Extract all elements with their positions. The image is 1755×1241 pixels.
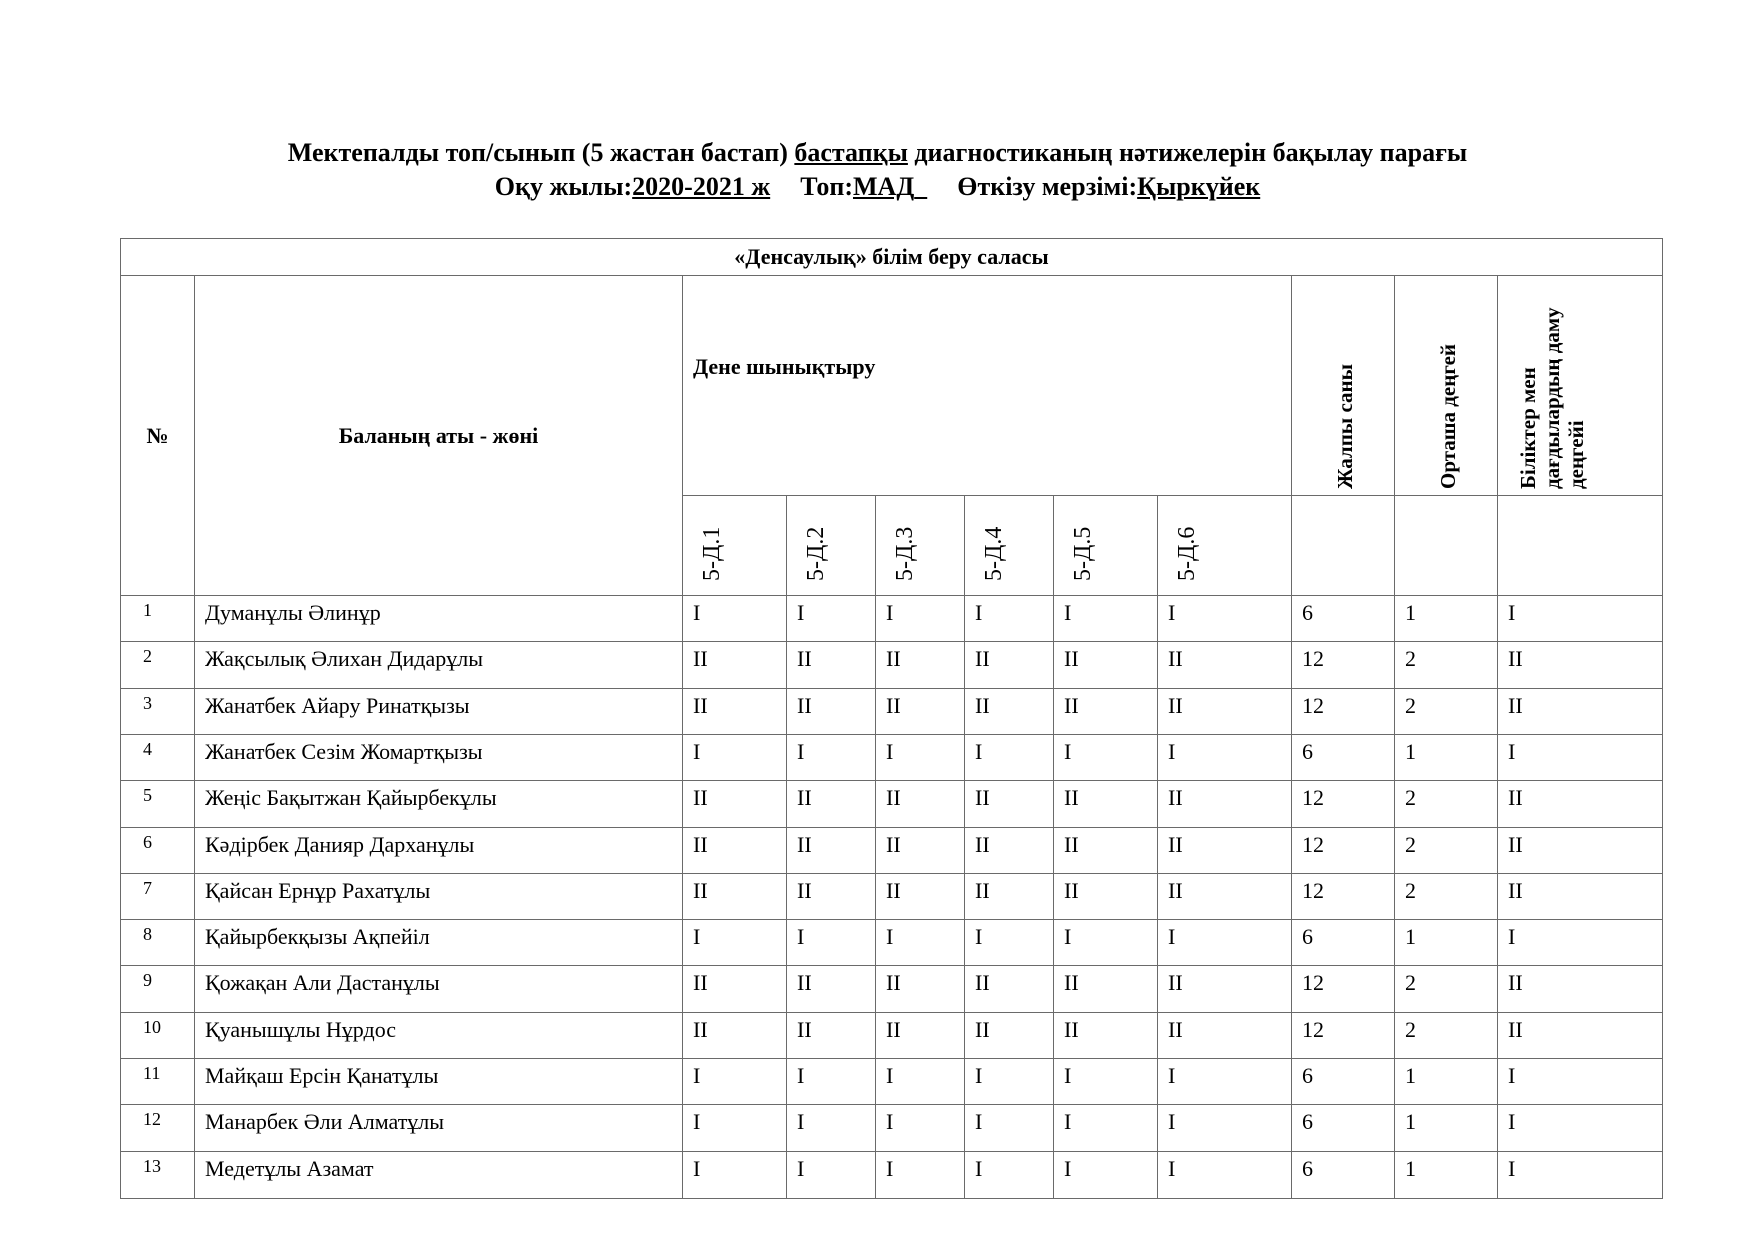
- mark-cell: I: [787, 920, 876, 966]
- total-cell: 6: [1292, 596, 1395, 642]
- mark-cell: II: [683, 689, 787, 735]
- average-cell: 2: [1395, 828, 1498, 874]
- header-child-name: Баланың аты - жөні: [195, 276, 683, 596]
- mark-cell: II: [965, 874, 1054, 920]
- mark-cell: I: [965, 1059, 1054, 1105]
- mark-cell: I: [876, 735, 965, 781]
- mark-cell: I: [683, 1105, 787, 1151]
- mark-cell: II: [683, 781, 787, 827]
- average-cell: 2: [1395, 689, 1498, 735]
- mark-cell: II: [1054, 1013, 1158, 1059]
- area-title: «Денсаулық» білім беру саласы: [121, 239, 1662, 276]
- child-name: Қожақан Али Дастанұлы: [195, 966, 683, 1012]
- mark-cell: II: [1054, 689, 1158, 735]
- mark-cell: I: [965, 596, 1054, 642]
- mark-cell: I: [1054, 596, 1158, 642]
- mark-cell: II: [787, 689, 876, 735]
- mark-cell: I: [683, 735, 787, 781]
- code-header: 5-Д.6: [1158, 496, 1292, 596]
- mark-cell: II: [965, 689, 1054, 735]
- average-cell: 1: [1395, 1059, 1498, 1105]
- average-cell: 1: [1395, 596, 1498, 642]
- empty-header-cell: [1395, 496, 1498, 596]
- child-name: Қайсан Ернұр Рахатұлы: [195, 874, 683, 920]
- level-cell: I: [1498, 1059, 1662, 1105]
- level-cell: I: [1498, 1105, 1662, 1151]
- row-number: 9: [121, 966, 195, 1012]
- mark-cell: I: [1158, 1152, 1292, 1198]
- average-cell: 2: [1395, 966, 1498, 1012]
- mark-cell: I: [965, 1105, 1054, 1151]
- child-name: Жеңіс Бақытжан Қайырбекұлы: [195, 781, 683, 827]
- child-name: Жанатбек Айару Ринатқызы: [195, 689, 683, 735]
- child-name: Жақсылық Әлихан Дидарұлы: [195, 642, 683, 688]
- mark-cell: I: [965, 920, 1054, 966]
- header-total: Жалпы саны: [1292, 276, 1395, 496]
- total-cell: 6: [1292, 1059, 1395, 1105]
- average-cell: 2: [1395, 781, 1498, 827]
- child-name: Думанұлы Әлинұр: [195, 596, 683, 642]
- mark-cell: II: [787, 828, 876, 874]
- mark-cell: I: [876, 920, 965, 966]
- code-header: 5-Д.2: [787, 496, 876, 596]
- average-cell: 1: [1395, 1152, 1498, 1198]
- mark-cell: II: [683, 642, 787, 688]
- mark-cell: II: [876, 1013, 965, 1059]
- average-cell: 1: [1395, 1105, 1498, 1151]
- mark-cell: I: [1158, 1059, 1292, 1105]
- level-cell: I: [1498, 735, 1662, 781]
- mark-cell: II: [876, 874, 965, 920]
- mark-cell: II: [1054, 781, 1158, 827]
- mark-cell: I: [1054, 1152, 1158, 1198]
- mark-cell: II: [1158, 966, 1292, 1012]
- header-skill-level: Біліктер мен дағдылардың даму деңгейі: [1498, 276, 1662, 496]
- mark-cell: II: [787, 781, 876, 827]
- total-cell: 12: [1292, 781, 1395, 827]
- row-number: 12: [121, 1105, 195, 1151]
- mark-cell: I: [876, 1059, 965, 1105]
- mark-cell: II: [683, 966, 787, 1012]
- mark-cell: I: [787, 1152, 876, 1198]
- mark-cell: I: [683, 1152, 787, 1198]
- child-name: Кәдірбек Данияр Дарханұлы: [195, 828, 683, 874]
- level-cell: II: [1498, 781, 1662, 827]
- group-label: Топ:: [800, 172, 853, 201]
- mark-cell: I: [1158, 920, 1292, 966]
- level-cell: II: [1498, 1013, 1662, 1059]
- mark-cell: I: [876, 596, 965, 642]
- row-number: 2: [121, 642, 195, 688]
- mark-cell: II: [787, 874, 876, 920]
- child-name: Медетұлы Азамат: [195, 1152, 683, 1198]
- total-cell: 12: [1292, 689, 1395, 735]
- child-name: Қайырбекқызы Ақпейіл: [195, 920, 683, 966]
- header-average: Орташа деңгей: [1395, 276, 1498, 496]
- mark-cell: II: [787, 1013, 876, 1059]
- mark-cell: I: [965, 735, 1054, 781]
- mark-cell: I: [683, 596, 787, 642]
- period-label: Өткізу мерзімі:: [957, 172, 1138, 201]
- mark-cell: II: [965, 966, 1054, 1012]
- mark-cell: II: [876, 828, 965, 874]
- code-header: 5-Д.4: [965, 496, 1054, 596]
- mark-cell: I: [1158, 735, 1292, 781]
- group-value: МАД: [853, 172, 915, 201]
- mark-cell: I: [683, 920, 787, 966]
- level-cell: II: [1498, 642, 1662, 688]
- mark-cell: II: [965, 1013, 1054, 1059]
- total-cell: 12: [1292, 874, 1395, 920]
- document-title: [0, 138, 1755, 168]
- row-number: 6: [121, 828, 195, 874]
- mark-cell: I: [787, 596, 876, 642]
- mark-cell: II: [876, 642, 965, 688]
- row-number: 8: [121, 920, 195, 966]
- level-cell: II: [1498, 874, 1662, 920]
- mark-cell: II: [787, 966, 876, 1012]
- mark-cell: II: [1054, 828, 1158, 874]
- total-cell: 12: [1292, 828, 1395, 874]
- mark-cell: II: [876, 781, 965, 827]
- mark-cell: II: [1054, 642, 1158, 688]
- row-number: 3: [121, 689, 195, 735]
- mark-cell: I: [965, 1152, 1054, 1198]
- row-number: 10: [121, 1013, 195, 1059]
- empty-header-cell: [1292, 496, 1395, 596]
- row-number: 1: [121, 596, 195, 642]
- mark-cell: I: [1158, 596, 1292, 642]
- total-cell: 6: [1292, 920, 1395, 966]
- child-name: Қуанышұлы Нұрдос: [195, 1013, 683, 1059]
- header-subject: Дене шынықтыру: [683, 276, 1292, 496]
- level-cell: II: [1498, 828, 1662, 874]
- row-number: 5: [121, 781, 195, 827]
- total-cell: 6: [1292, 735, 1395, 781]
- code-header: 5-Д.3: [876, 496, 965, 596]
- code-header: 5-Д.1: [683, 496, 787, 596]
- mark-cell: I: [876, 1105, 965, 1151]
- average-cell: 1: [1395, 735, 1498, 781]
- level-cell: I: [1498, 596, 1662, 642]
- level-cell: II: [1498, 966, 1662, 1012]
- mark-cell: II: [683, 874, 787, 920]
- mark-cell: II: [876, 689, 965, 735]
- mark-cell: II: [1158, 828, 1292, 874]
- mark-cell: I: [787, 735, 876, 781]
- total-cell: 6: [1292, 1152, 1395, 1198]
- level-cell: I: [1508, 1155, 1516, 1181]
- mark-cell: I: [1054, 1059, 1158, 1105]
- mark-cell: I: [1054, 920, 1158, 966]
- mark-cell: I: [787, 1059, 876, 1105]
- mark-cell: II: [1158, 689, 1292, 735]
- mark-cell: I: [1054, 735, 1158, 781]
- mark-cell: I: [787, 1105, 876, 1151]
- year-value: 2020-2021 ж: [632, 172, 771, 201]
- total-cell: 6: [1292, 1105, 1395, 1151]
- mark-cell: II: [787, 642, 876, 688]
- title-underlined-word: бастапқы: [794, 138, 908, 167]
- mark-cell: II: [1054, 966, 1158, 1012]
- row-number: 4: [121, 735, 195, 781]
- total-cell: 12: [1292, 966, 1395, 1012]
- mark-cell: II: [876, 966, 965, 1012]
- mark-cell: II: [1158, 874, 1292, 920]
- child-name: Майқаш Ерсін Қанатұлы: [195, 1059, 683, 1105]
- mark-cell: II: [1158, 1013, 1292, 1059]
- row-number: 13: [121, 1152, 195, 1198]
- document-subtitle: [0, 172, 1755, 202]
- row-number: 7: [121, 874, 195, 920]
- year-label: Оқу жылы:: [494, 172, 633, 201]
- mark-cell: I: [1158, 1105, 1292, 1151]
- mark-cell: II: [1054, 874, 1158, 920]
- level-cell: I: [1498, 920, 1662, 966]
- average-cell: 1: [1395, 920, 1498, 966]
- mark-cell: II: [965, 828, 1054, 874]
- child-name: Жанатбек Сезім Жомартқызы: [195, 735, 683, 781]
- empty-header-cell: [1498, 496, 1662, 596]
- mark-cell: II: [683, 828, 787, 874]
- average-cell: 2: [1395, 642, 1498, 688]
- mark-cell: II: [683, 1013, 787, 1059]
- mark-cell: II: [965, 642, 1054, 688]
- mark-cell: I: [1054, 1105, 1158, 1151]
- mark-cell: II: [965, 781, 1054, 827]
- child-name: Манарбек Әли Алматұлы: [195, 1105, 683, 1151]
- mark-cell: I: [876, 1152, 965, 1198]
- row-number: 11: [121, 1059, 195, 1105]
- period-value: Қыркүйек: [1137, 172, 1261, 201]
- average-cell: 2: [1395, 874, 1498, 920]
- average-cell: 2: [1395, 1013, 1498, 1059]
- total-cell: 12: [1292, 642, 1395, 688]
- title-part-2: диагностиканың нәтижелерін бақылау парағы: [907, 138, 1468, 167]
- results-table: [120, 238, 1663, 1199]
- mark-cell: II: [1158, 642, 1292, 688]
- header-number: №: [121, 276, 195, 596]
- total-cell: 12: [1292, 1013, 1395, 1059]
- title-part-1: Мектепалды топ/сынып (5 жастан бастап): [287, 138, 795, 167]
- level-cell: II: [1498, 689, 1662, 735]
- mark-cell: I: [683, 1059, 787, 1105]
- mark-cell: II: [1158, 781, 1292, 827]
- code-header: 5-Д.5: [1054, 496, 1158, 596]
